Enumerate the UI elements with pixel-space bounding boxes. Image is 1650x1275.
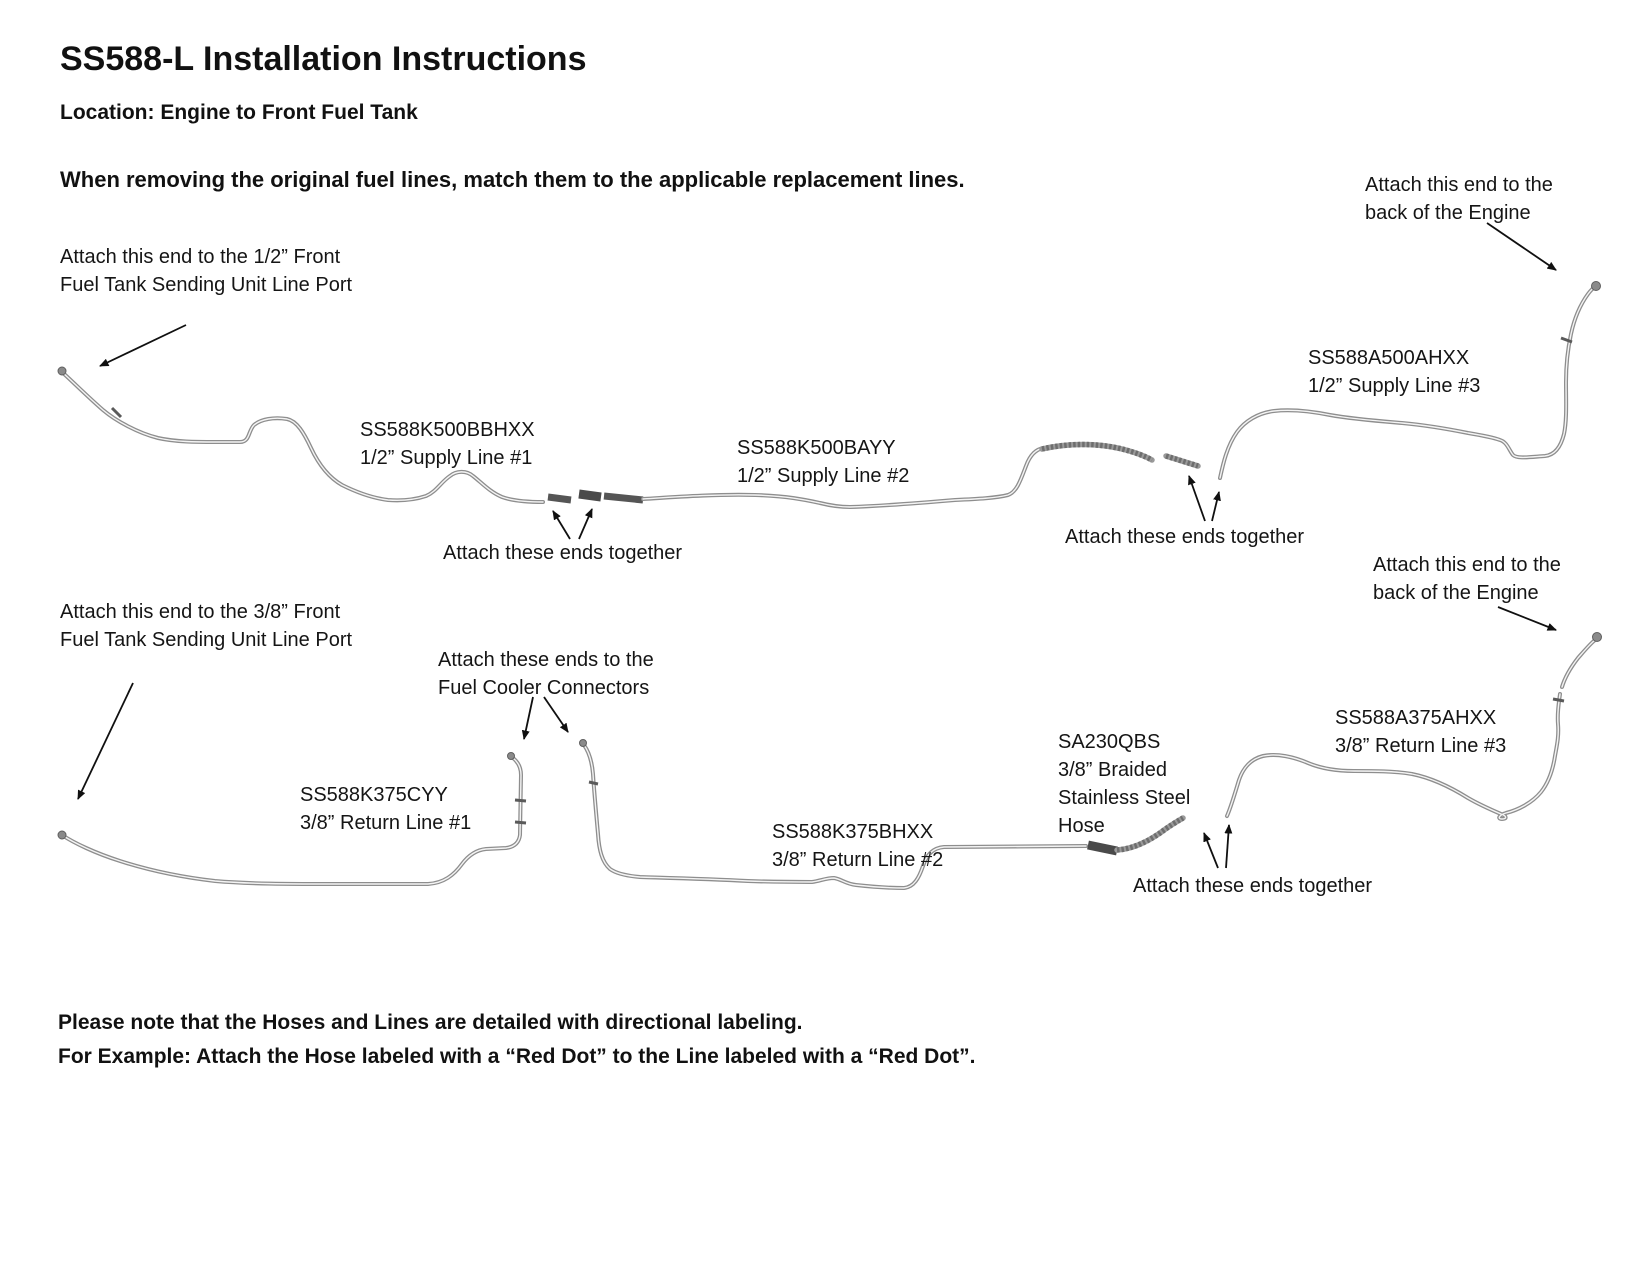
lower-tank-end-label-line1: Attach this end to the 3/8” Front: [60, 601, 341, 623]
page-title: SS588-L Installation Instructions: [60, 40, 587, 78]
hose-label-line4: Hose: [1058, 815, 1105, 837]
return-line-2-name: 3/8” Return Line #2: [772, 849, 944, 871]
arrow-cooler-right: [544, 697, 568, 732]
supply-line-2-name: 1/2” Supply Line #2: [737, 465, 910, 487]
supply-line-1-code: SS588K500BBHXX: [360, 419, 535, 441]
return-line-1-name: 3/8” Return Line #1: [300, 812, 472, 834]
arrow-join2-left: [1189, 476, 1205, 521]
upper-tank-end-label-line2: Fuel Tank Sending Unit Line Port: [60, 274, 353, 296]
arrow-tank-end-supply: [100, 325, 186, 366]
return-line-2-code: SS588K375BHXX: [772, 821, 934, 843]
supply-line-2-label: [737, 434, 909, 490]
supply-line-3-name: 1/2” Supply Line #3: [1308, 375, 1481, 397]
upper-engine-end-label-line1: Attach this end to the: [1365, 174, 1553, 196]
arrow-join1-left: [553, 511, 570, 539]
return-line-1-code: SS588K375CYY: [300, 784, 448, 806]
tank-port-end: [58, 367, 66, 375]
cooler-connector-end-2: [580, 740, 587, 747]
engine-end-supply: [1592, 282, 1601, 291]
supply-joint-fittings: [548, 494, 643, 500]
footer-note: [58, 1006, 976, 1074]
arrow-cooler-left: [524, 697, 533, 739]
tank-port-end-return: [58, 831, 66, 839]
upper-tank-end-label-line1: Attach this end to the 1/2” Front: [60, 246, 341, 268]
hose-label-line3: Stainless Steel: [1058, 787, 1191, 809]
footer-note-line1: Please note that the Hoses and Lines are detailed with directional labeling.: [58, 1011, 803, 1034]
return-line-3-code: SS588A375AHXX: [1335, 707, 1497, 729]
supply-line-3-label: [1308, 344, 1480, 400]
cooler-label: [438, 646, 654, 702]
arrow-engine-end-supply: [1487, 223, 1556, 270]
cooler-label-line1: Attach these ends to the: [438, 649, 654, 671]
cooler-connector-end-1: [508, 753, 515, 760]
join-label-2: Attach these ends together: [1065, 526, 1305, 548]
return-line-2-label: [772, 818, 943, 874]
footer-note-line2: For Example: Attach the Hose labeled with a “Red Dot” to the Line labeled with a “Red Dot”.: [58, 1045, 976, 1068]
cooler-label-line2: Fuel Cooler Connectors: [438, 677, 650, 699]
arrow-join3-left: [1204, 833, 1218, 868]
hose-label: [1058, 728, 1190, 840]
arrow-join2-right: [1212, 492, 1219, 521]
intro-instruction: When removing the original fuel lines, match them to the applicable replacement lines.: [60, 167, 965, 192]
lower-tank-end-label-line2: Fuel Tank Sending Unit Line Port: [60, 629, 353, 651]
supply-line-2-code: SS588K500BAYY: [737, 437, 896, 459]
hose-code: SA230QBS: [1058, 731, 1161, 753]
location-subtitle: Location: Engine to Front Fuel Tank: [60, 101, 418, 124]
return-line-3-label: [1335, 704, 1506, 760]
supply-line-3-code: SS588A500AHXX: [1308, 347, 1470, 369]
hose-label-line2: 3/8” Braided: [1058, 759, 1167, 781]
arrow-tank-end-return: [78, 683, 133, 799]
lower-engine-end-label: [1373, 551, 1561, 607]
return-line-1-label: [300, 781, 471, 837]
supply-line-1-label: [360, 416, 535, 472]
supply-line-1-name: 1/2” Supply Line #1: [360, 447, 533, 469]
arrow-engine-end-return: [1498, 607, 1556, 630]
arrow-join1-right: [579, 509, 592, 539]
upper-engine-end-label-line2: back of the Engine: [1365, 202, 1531, 224]
supply-line-2-tube: [643, 445, 1198, 508]
engine-end-return: [1593, 633, 1602, 642]
upper-tank-end-label: [60, 243, 352, 299]
lower-engine-end-label-line2: back of the Engine: [1373, 582, 1539, 604]
return-line-3-name: 3/8” Return Line #3: [1335, 735, 1507, 757]
lower-engine-end-label-line1: Attach this end to the: [1373, 554, 1561, 576]
join-label-3: Attach these ends together: [1133, 875, 1373, 897]
upper-engine-end-label: [1365, 171, 1553, 227]
arrow-join3-right: [1226, 825, 1229, 868]
join-label-1: Attach these ends together: [443, 542, 683, 564]
lower-tank-end-label: [60, 598, 352, 654]
